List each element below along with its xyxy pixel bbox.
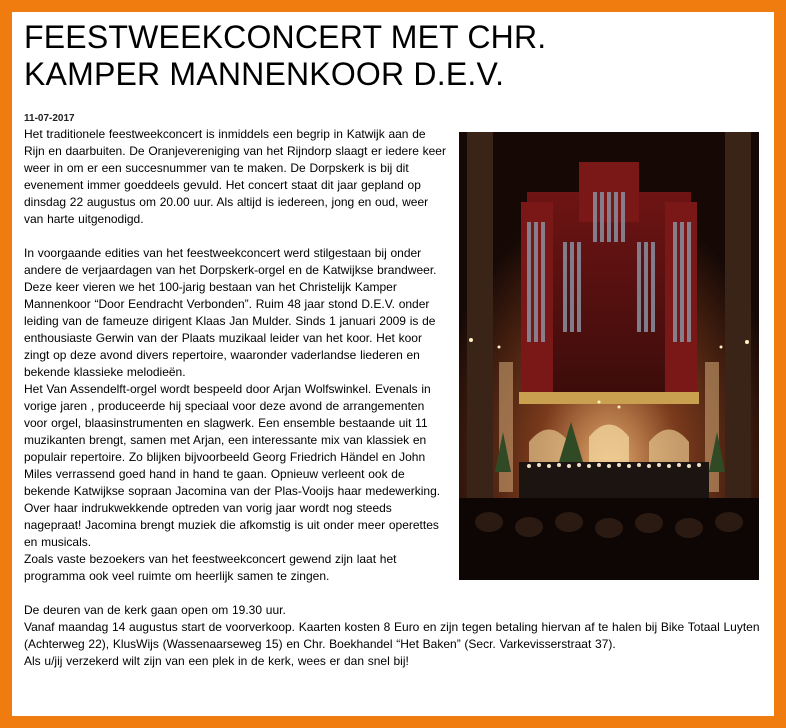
paragraph-choir: Deze keer vieren we het 100-jarig bestaan van het Christelijk Kamper Mannenkoor “Door Eendracht Verbonden”. Ruim 48 jaar stond D.E.V. onder leiding van de fameuze dirigent Klaas Jan Mulder. Sinds 1 januari 2009 is de enthousiaste Gerwin van der Plaats muzikaal leider van het koor. Het koor zingt op deze avond divers repertoire, waaronder vaderlandse liederen en bekende klassieke melodieën.	[24, 280, 436, 379]
title-line-1: FEESTWEEKCONCERT MET CHR.	[24, 19, 547, 55]
paragraph-gap	[24, 585, 764, 602]
church-organ-choir-photo	[459, 132, 759, 580]
title-line-2: KAMPER MANNENKOOR D.E.V.	[24, 56, 505, 92]
paragraph-singing: Zoals vaste bezoekers van het feestweekconcert gewend zijn laat het programma ook veel ruimte om heerlijk samen te zingen.	[24, 552, 397, 583]
paragraph-closing: Als u/jij verzekerd wilt zijn van een plek in de kerk, wees er dan snel bij!	[24, 654, 409, 668]
paragraph-intro: Het traditionele feestweekconcert is inmiddels een begrip in Katwijk aan de Rijn en daarbuiten. De Oranjevereniging van het Rijndorp slaagt er iedere keer weer in om er een succesnummer van te maken. De Dorpskerk is bij dit evenement immer goeddeels gevuld. Het concert staat dit jaar gepland op dinsdag 22 augustus om 20.00 uur. Als altijd is iedereen, jong en oud, weer van harte uitgenodigd.	[24, 127, 446, 226]
paragraph-doors: De deuren van de kerk gaan open om 19.30 uur.	[24, 603, 286, 617]
article-frame	[12, 12, 774, 716]
paragraph-tickets: Vanaf maandag 14 augustus start de voorverkoop. Kaarten kosten 8 Euro en zijn tegen betaling hiervan af te halen bij Bike Totaal Luyten (Achterweg 22), KlusWijs (Wassenaarseweg 15) en Chr. Boekhandel “Het Baken” (Secr. Varkevisserstraat 37).	[24, 620, 760, 651]
article-date: 11-07-2017	[24, 113, 75, 124]
paragraph-previous-editions: In voorgaande edities van het feestweekconcert werd stilgestaan bij onder andere de verjaardagen van het Dorpskerk-orgel en de Katwijkse brandweer.	[24, 246, 437, 277]
article-title	[24, 19, 764, 93]
article-body	[24, 126, 764, 670]
paragraph-organ: Het Van Assendelft-orgel wordt bespeeld door Arjan Wolfswinkel. Evenals in vorige jaren , produceerde hij speciaal voor deze avond de arrangementen voor orgel, blaasinstrumenten en slagwerk. Een ensemble bestaande uit 11 muzikanten brengt, samen met Arjan, een interessante mix van klassiek en populair repertoire. Zo blijken bijvoorbeeld Georg Friedrich Händel en John Miles verrassend goed hand in hand te gaan. Opnieuw verleent ook de bekende Katwijkse sopraan Jacomina van der Plas-Vooijs haar medewerking. Over haar indrukwekkende optreden van vorig jaar wordt nog steeds nagepraat! Jacomina brengt muziek die afkomstig is uit onder meer operettes en musicals.	[24, 382, 441, 549]
